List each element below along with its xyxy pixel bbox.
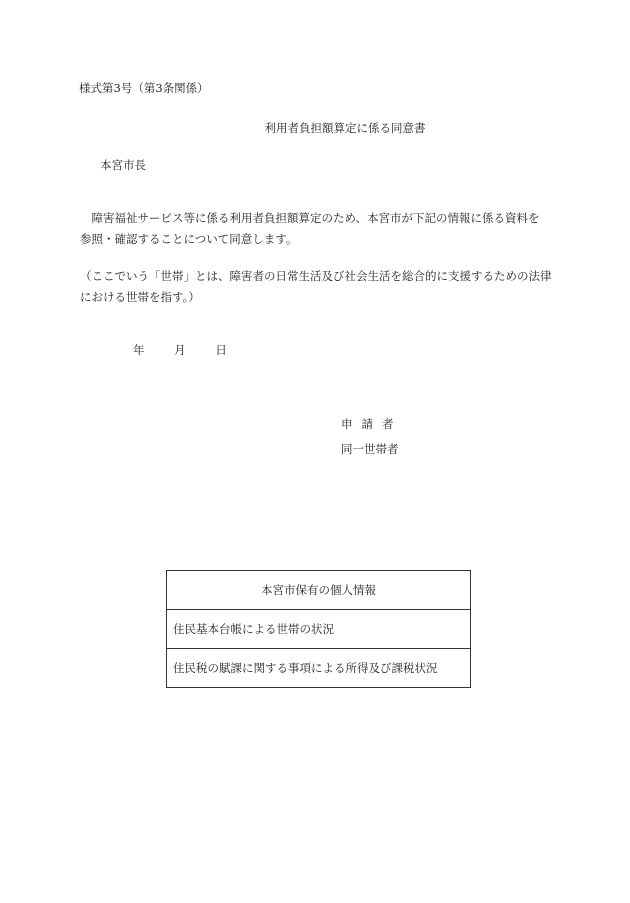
date-year-label: 年 <box>133 343 145 357</box>
consent-statement-line: 参照・確認することについて同意します。 <box>80 232 298 246</box>
applicant-label: 申請者 <box>341 417 403 431</box>
form-number: 様式第3号（第3条関係） <box>79 81 209 95</box>
household-definition-note <box>80 266 555 308</box>
table-row <box>167 649 471 688</box>
household-member-label: 同一世帯者 <box>341 442 399 456</box>
personal-info-table <box>166 570 471 688</box>
note-line: における世帯を指す。） <box>80 290 200 304</box>
date-row <box>133 342 227 358</box>
date-month-label: 月 <box>174 343 186 357</box>
addressee: 本宮市長 <box>100 158 146 172</box>
consent-statement-line: 障害福祉サービス等に係る利用者負担額算定のため、本宮市が下記の情報に係る資料を <box>80 211 540 225</box>
date-day-label: 日 <box>215 343 227 357</box>
note-line: （ここでいう「世帯」とは、障害者の日常生活及び社会生活を総合的に支援するための法律 <box>80 269 552 283</box>
document-title: 利用者負担額算定に係る同意書 <box>264 121 426 135</box>
table-row <box>167 610 471 649</box>
consent-statement <box>80 208 555 250</box>
table-header-row <box>167 571 471 610</box>
table-cell: 住民基本台帳による世帯の状況 <box>167 610 471 649</box>
table-header-cell: 本宮市保有の個人情報 <box>167 571 471 610</box>
table-cell: 住民税の賦課に関する事項による所得及び課税状況 <box>167 649 471 688</box>
